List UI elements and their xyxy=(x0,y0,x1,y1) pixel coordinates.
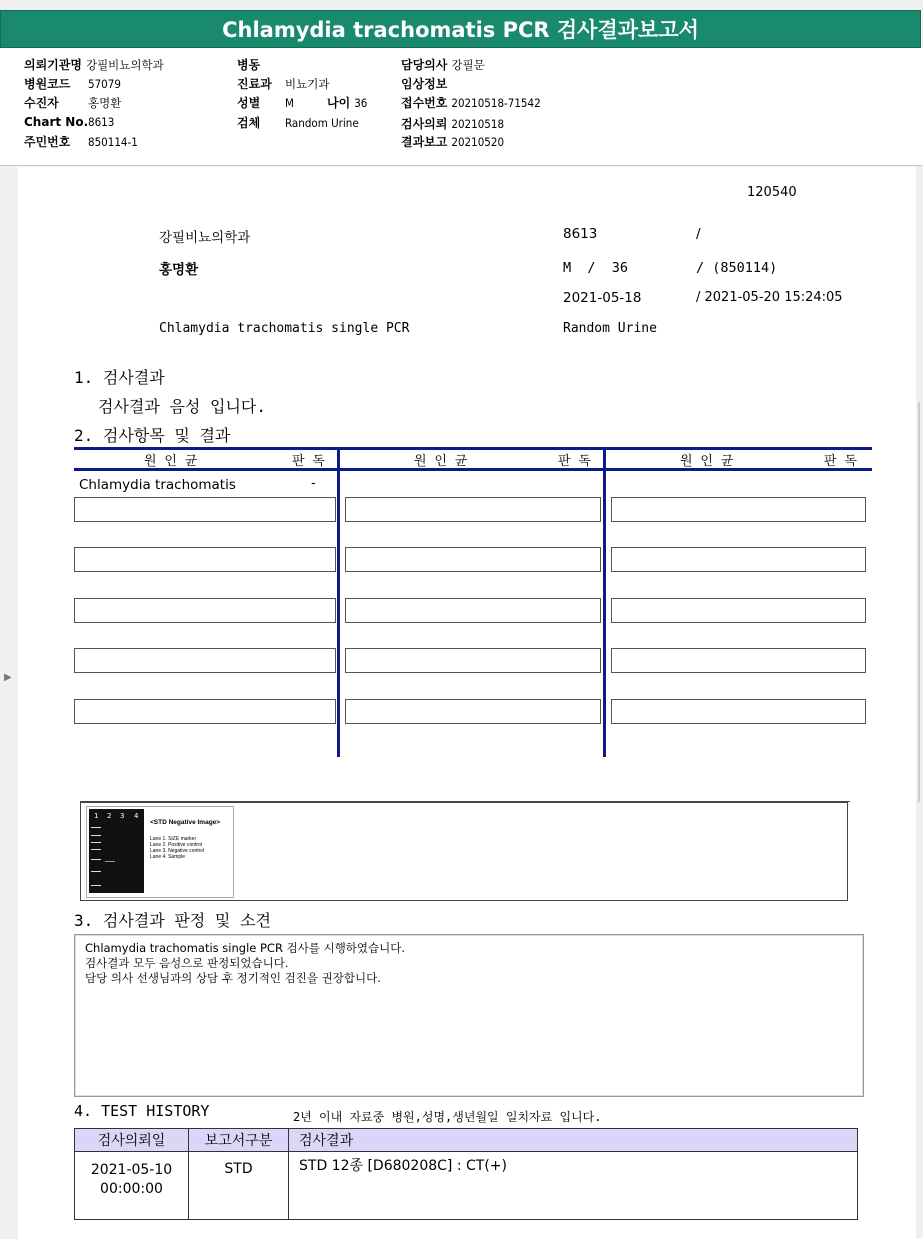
paper-test-name: Chlamydia trachomatis single PCR xyxy=(159,321,410,336)
info-rrn-label: 주민번호 xyxy=(24,135,71,149)
result-row-1-pathogen: Chlamydia trachomatis xyxy=(79,477,236,493)
paper-request-date: 2021-05-18 xyxy=(563,290,642,306)
gel-band xyxy=(91,859,101,860)
info-code-value: 57079 xyxy=(88,77,121,91)
report-title: Chlamydia trachomatis PCR 검사결과보고서 xyxy=(222,18,699,42)
result-box xyxy=(345,598,601,623)
result-box xyxy=(345,497,601,522)
gel-lane-number: 4 xyxy=(134,812,139,820)
paper-chart-slash: / xyxy=(696,226,701,242)
info-patient-value: 홍명환 xyxy=(88,96,122,110)
info-request-label: 검사의뢰 xyxy=(401,117,448,131)
opinion-line-3: 담당 의사 선생님과의 상담 후 정기적인 검진을 권장합니다. xyxy=(85,971,381,985)
result-box xyxy=(74,547,336,572)
info-doctor-label: 담당의사 xyxy=(401,58,448,72)
info-clinical xyxy=(401,75,451,92)
info-hospital xyxy=(24,56,164,73)
history-type: STD xyxy=(189,1152,289,1220)
gel-electrophoresis-image xyxy=(86,806,234,898)
gel-lane-number: 2 xyxy=(107,812,112,820)
info-doctor xyxy=(401,56,485,73)
gel-image-frame xyxy=(80,802,848,901)
gel-band xyxy=(91,827,101,828)
info-chart-value: 8613 xyxy=(88,115,115,129)
results-col-divider-1 xyxy=(337,447,340,757)
test-history-table xyxy=(74,1128,858,1220)
paper-birth: / (850114) xyxy=(696,260,778,276)
history-result: STD 12종 [D680208C] : CT(+) xyxy=(289,1152,858,1220)
gel-band xyxy=(105,861,115,862)
gel-legend-4: Lane 4. Sample xyxy=(150,854,186,860)
history-header-date: 검사의뢰일 xyxy=(75,1129,189,1152)
info-patient-label: 수진자 xyxy=(24,96,59,110)
info-receipt-label: 접수번호 xyxy=(401,96,448,110)
info-rrn xyxy=(24,133,138,150)
info-report-label: 결과보고 xyxy=(401,135,448,149)
col3-pathogen-header: 원 인 균 xyxy=(680,454,734,469)
info-request xyxy=(401,115,504,132)
info-report xyxy=(401,133,504,150)
col2-pathogen-header: 원 인 균 xyxy=(414,454,468,469)
gel-lanes xyxy=(89,809,144,893)
result-box xyxy=(611,648,866,673)
opinion-line-1: Chlamydia trachomatis single PCR 검사를 시행하였습니다. xyxy=(85,941,406,955)
gel-legend-3: Lane 3. Negative control xyxy=(150,848,205,854)
gel-band xyxy=(91,849,101,850)
gel-title: <STD Negative Image> xyxy=(150,819,221,826)
result-box xyxy=(74,497,336,522)
section-2-heading: 2. 검사항목 및 결과 xyxy=(74,426,231,445)
info-doctor-value: 강필문 xyxy=(451,58,485,72)
paper-patient-name: 홍명환 xyxy=(159,262,199,278)
history-header-result: 검사결과 xyxy=(289,1129,858,1152)
info-request-value: 20210518 xyxy=(451,117,505,131)
paper-hospital: 강필비뇨의학과 xyxy=(159,230,251,246)
info-chart xyxy=(24,115,114,129)
info-patient xyxy=(24,94,121,111)
info-hospital-label: 의뢰기관명 xyxy=(24,58,82,72)
opinion-line-2: 검사결과 모두 음성으로 판정되었습니다. xyxy=(85,956,289,970)
info-dept-value: 비뇨기과 xyxy=(285,77,330,91)
result-box xyxy=(611,699,866,724)
report-title-bar xyxy=(0,10,921,48)
result-box xyxy=(74,699,336,724)
result-box xyxy=(345,547,601,572)
result-box xyxy=(611,598,866,623)
gel-legend-1: Lane 1. SIZE marker xyxy=(150,836,197,842)
section-3-heading: 3. 검사결과 판정 및 소견 xyxy=(74,911,271,930)
info-age-value: 36 xyxy=(354,96,368,110)
info-sex xyxy=(237,94,294,111)
result-row-1-judge: - xyxy=(311,476,316,491)
section-4-heading: 4. TEST HISTORY xyxy=(74,1102,210,1120)
history-row[interactable] xyxy=(75,1152,858,1220)
history-note: 2년 이내 자료중 병원,성명,생년월일 일치자료 입니다. xyxy=(293,1110,602,1124)
document-viewer[interactable] xyxy=(0,167,923,1239)
info-code-label: 병원코드 xyxy=(24,77,71,91)
info-specimen xyxy=(237,114,359,131)
expand-panel-arrow-icon[interactable]: ▶ xyxy=(4,672,12,683)
info-receipt xyxy=(401,94,541,111)
paper-report-datetime: / 2021-05-20 15:24:05 xyxy=(696,290,843,305)
results-table xyxy=(74,447,872,757)
col2-judge-header: 판 독 xyxy=(558,454,591,469)
result-box xyxy=(74,598,336,623)
paper-specimen: Random Urine xyxy=(563,321,657,336)
info-specimen-value: Random Urine xyxy=(285,116,359,130)
info-sex-value: M xyxy=(285,96,294,110)
section-1-result: 검사결과 음성 입니다. xyxy=(98,397,267,416)
info-code xyxy=(24,75,121,92)
patient-info-panel xyxy=(0,48,923,166)
section-1-heading: 1. 검사결과 xyxy=(74,368,165,387)
info-ward xyxy=(237,56,264,73)
col3-judge-header: 판 독 xyxy=(824,454,857,469)
gel-band xyxy=(91,885,101,886)
opinion-box xyxy=(74,934,864,1097)
info-age xyxy=(327,94,367,111)
result-box xyxy=(74,648,336,673)
info-report-value: 20210520 xyxy=(451,135,505,149)
info-dept xyxy=(237,75,329,92)
history-header-type: 보고서구분 xyxy=(189,1129,289,1152)
history-date: 2021-05-10 xyxy=(90,1162,173,1178)
vertical-scrollbar[interactable] xyxy=(918,402,920,802)
gel-lane-number: 1 xyxy=(94,812,99,820)
info-age-label: 나이 xyxy=(327,96,351,110)
paper-sex-age: M / 36 xyxy=(563,260,629,276)
info-receipt-value: 20210518-71542 xyxy=(451,96,541,110)
document-number: 120540 xyxy=(747,185,797,200)
gel-legend-2: Lane 2. Positive control xyxy=(150,842,202,848)
info-clinical-label: 임상정보 xyxy=(401,77,448,91)
result-box xyxy=(611,547,866,572)
paper-chart: 8613 xyxy=(563,226,598,242)
result-box xyxy=(345,699,601,724)
gel-band xyxy=(91,835,101,836)
info-hospital-value: 강필비뇨의학과 xyxy=(85,58,164,72)
history-time: 00:00:00 xyxy=(100,1181,163,1197)
gel-band xyxy=(91,842,101,843)
info-sex-label: 성별 xyxy=(237,96,261,110)
col1-judge-header: 판 독 xyxy=(292,454,325,469)
info-ward-label: 병동 xyxy=(237,58,261,72)
report-page xyxy=(18,167,916,1239)
gel-lane-number: 3 xyxy=(120,812,125,820)
gel-band xyxy=(91,871,101,872)
history-date-cell xyxy=(75,1152,189,1220)
history-header-row xyxy=(75,1129,858,1152)
info-chart-label: Chart No. xyxy=(24,115,89,129)
info-specimen-label: 검체 xyxy=(237,116,261,130)
info-dept-label: 진료과 xyxy=(237,77,272,91)
results-col-divider-2 xyxy=(603,447,606,757)
result-box xyxy=(611,497,866,522)
result-box xyxy=(345,648,601,673)
col1-pathogen-header: 원 인 균 xyxy=(144,454,198,469)
info-rrn-value: 850114-1 xyxy=(88,135,138,149)
